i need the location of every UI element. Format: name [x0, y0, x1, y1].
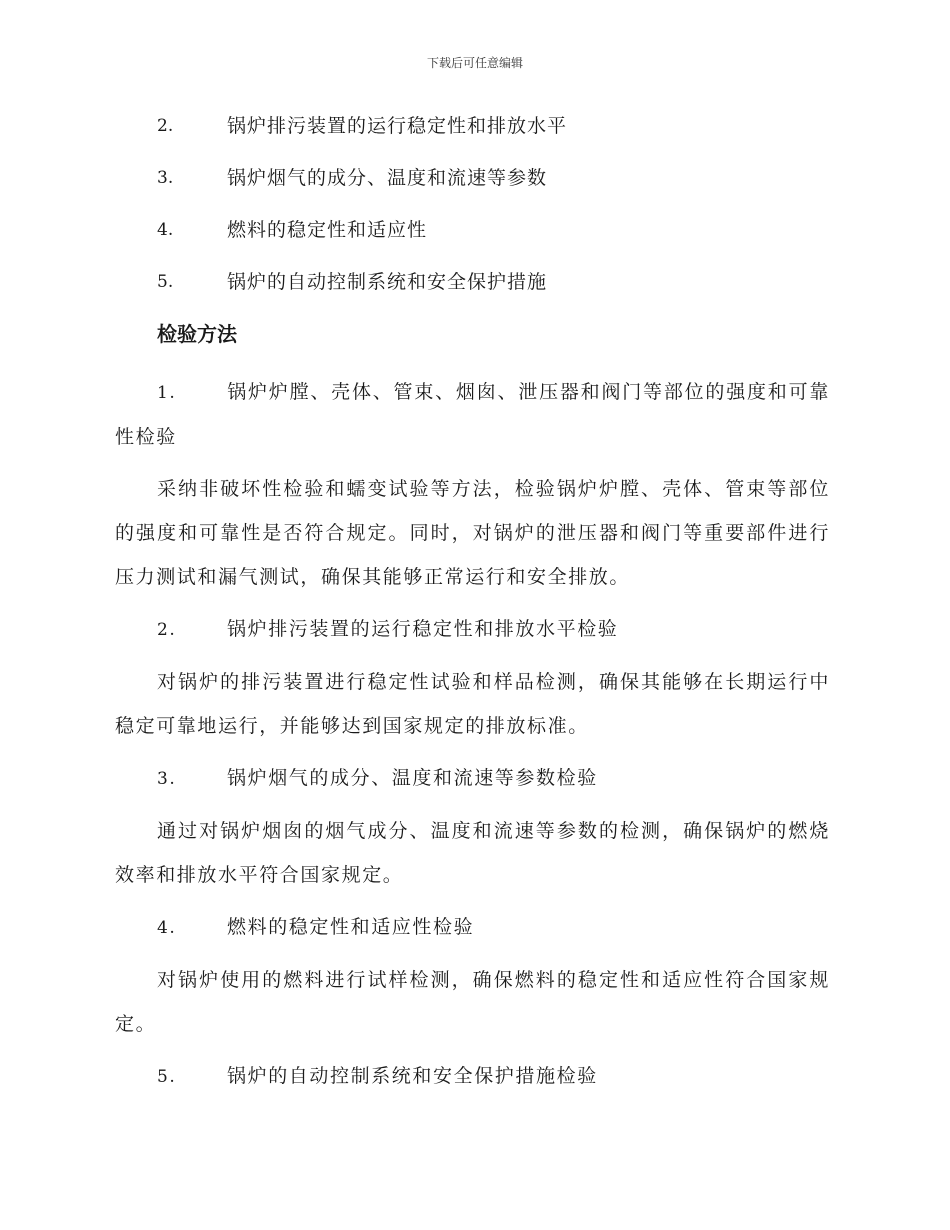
- method-title: 锅炉炉膛、壳体、管束、烟囱、泄压器和阀门等部位的强度和可靠性检验: [115, 381, 830, 448]
- list-item: [115, 110, 830, 142]
- method-description: 采纳非破坏性检验和蠕变试验等方法，检验锅炉炉膛、壳体、管束等部位的强度和可靠性是否符合规定。同时，对锅炉的泄压器和阀门等重要部件进行压力测试和漏气测试，确保其能够正常运行和安全排放。: [115, 478, 830, 588]
- method-item: [115, 905, 830, 950]
- list-item: [115, 266, 830, 298]
- method-item: [115, 756, 830, 801]
- method-item: [115, 370, 830, 459]
- method-number: 3.: [157, 769, 177, 789]
- method-number: 1.: [157, 383, 177, 403]
- section-heading: 检验方法: [157, 322, 237, 346]
- method-description: 通过对锅炉烟囱的烟气成分、温度和流速等参数的检测，确保锅炉的燃烧效率和排放水平符合国家规定。: [115, 820, 830, 886]
- method-number: 5.: [157, 1067, 177, 1087]
- method-item: [115, 1054, 830, 1099]
- method-item: [115, 607, 830, 652]
- method-title: 锅炉烟气的成分、温度和流速等参数检验: [227, 767, 598, 789]
- method-title: 锅炉的自动控制系统和安全保护措施检验: [227, 1065, 598, 1087]
- list-text: 锅炉的自动控制系统和安全保护措施: [227, 271, 548, 293]
- list-number: 4.: [157, 220, 174, 240]
- method-description: 对锅炉的排污装置进行稳定性试验和样品检测，确保其能够在长期运行中稳定可靠地运行，并能够达到国家规定的排放标准。: [115, 671, 830, 737]
- method-number: 2.: [157, 620, 177, 640]
- list-number: 5.: [157, 272, 174, 292]
- list-text: 燃料的稳定性和适应性: [227, 219, 428, 241]
- list-text: 锅炉排污装置的运行稳定性和排放水平: [227, 115, 568, 137]
- method-description: 对锅炉使用的燃料进行试样检测，确保燃料的稳定性和适应性符合国家规定。: [115, 969, 830, 1035]
- list-item: [115, 214, 830, 246]
- list-number: 2.: [157, 116, 174, 136]
- method-title: 燃料的稳定性和适应性检验: [227, 916, 475, 938]
- list-text: 锅炉烟气的成分、温度和流速等参数: [227, 167, 548, 189]
- method-number: 4.: [157, 918, 177, 938]
- page-header: 下载后可任意编辑: [426, 56, 523, 70]
- method-title: 锅炉排污装置的运行稳定性和排放水平检验: [227, 618, 619, 640]
- document-body: [115, 110, 830, 1107]
- list-number: 3.: [157, 168, 174, 188]
- list-item: [115, 162, 830, 194]
